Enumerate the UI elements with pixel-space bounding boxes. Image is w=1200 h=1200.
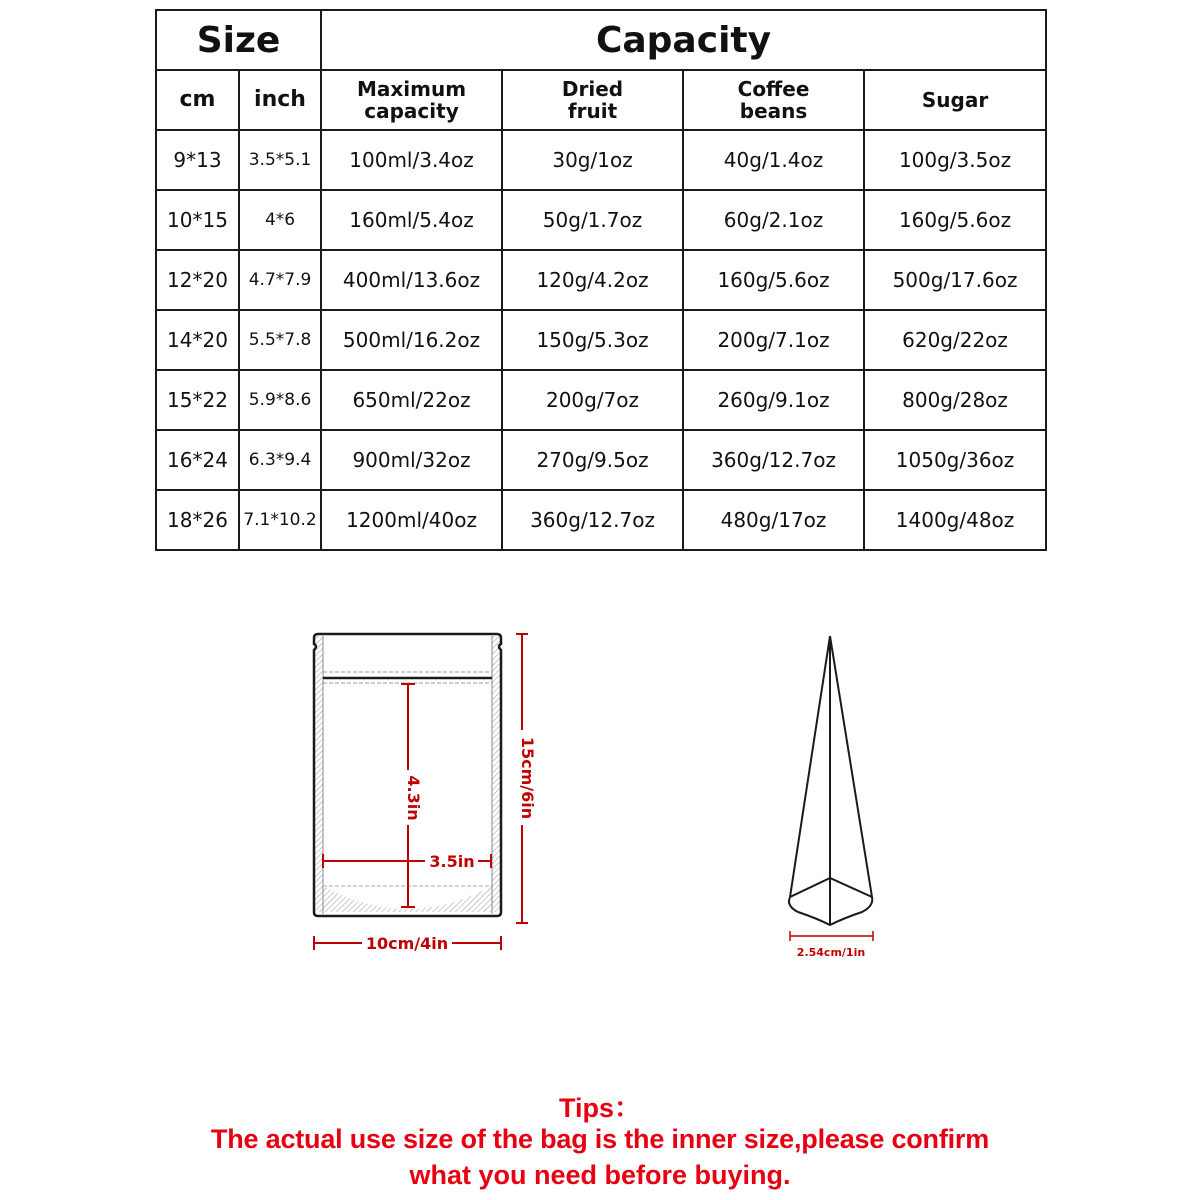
cell-inch: 4*6 — [239, 190, 321, 250]
bag-front-diagram — [300, 620, 550, 960]
table-row — [156, 310, 1046, 370]
cell-coffee-beans: 360g/12.7oz — [683, 430, 864, 490]
cell-coffee-beans: 480g/17oz — [683, 490, 864, 550]
outer-height-label: 15cm/6in — [518, 736, 537, 820]
cell-sugar: 800g/28oz — [864, 370, 1046, 430]
cell-cm: 14*20 — [156, 310, 239, 370]
cell-sugar: 500g/17.6oz — [864, 250, 1046, 310]
cell-max-capacity: 400ml/13.6oz — [321, 250, 502, 310]
cell-dried-fruit: 200g/7oz — [502, 370, 683, 430]
gusset-outline — [789, 636, 872, 925]
table-row — [156, 250, 1046, 310]
table-row — [156, 190, 1046, 250]
tips-line-1: The actual use size of the bag is the inner size,please confirm — [210, 1124, 990, 1154]
cell-cm: 12*20 — [156, 250, 239, 310]
cell-max-capacity: 160ml/5.4oz — [321, 190, 502, 250]
cell-cm: 15*22 — [156, 370, 239, 430]
cell-cm: 16*24 — [156, 430, 239, 490]
cell-sugar: 1050g/36oz — [864, 430, 1046, 490]
gusset-width-dimension — [790, 931, 873, 941]
cell-dried-fruit: 120g/4.2oz — [502, 250, 683, 310]
outer-width-label: 10cm/4in — [365, 934, 449, 953]
cell-sugar: 160g/5.6oz — [864, 190, 1046, 250]
side-seal-left — [315, 636, 323, 912]
table-row — [156, 370, 1046, 430]
inner-width-label: 3.5in — [429, 852, 475, 871]
cell-coffee-beans: 200g/7.1oz — [683, 310, 864, 370]
table-row — [156, 430, 1046, 490]
cell-max-capacity: 100ml/3.4oz — [321, 130, 502, 190]
cell-sugar: 100g/3.5oz — [864, 130, 1046, 190]
side-seal-right — [492, 636, 500, 912]
column-header-coffee-beans: Coffee beans — [683, 70, 864, 130]
size-group-header: Size — [156, 10, 321, 70]
cell-sugar: 1400g/48oz — [864, 490, 1046, 550]
cell-coffee-beans: 60g/2.1oz — [683, 190, 864, 250]
size-capacity-table — [155, 9, 1047, 551]
column-header-sugar: Sugar — [864, 70, 1046, 130]
bag-side-diagram — [770, 620, 900, 960]
tips-line-2: what you need before buying. — [409, 1160, 791, 1190]
column-header-cm: cm — [156, 70, 239, 130]
table-row — [156, 130, 1046, 190]
cell-inch: 5.9*8.6 — [239, 370, 321, 430]
column-header-inch: inch — [239, 70, 321, 130]
gusset-width-label: 2.54cm/1in — [796, 946, 866, 959]
cell-inch: 4.7*7.9 — [239, 250, 321, 310]
cell-dried-fruit: 150g/5.3oz — [502, 310, 683, 370]
table-row — [156, 490, 1046, 550]
cell-cm: 9*13 — [156, 130, 239, 190]
cell-max-capacity: 500ml/16.2oz — [321, 310, 502, 370]
cell-coffee-beans: 40g/1.4oz — [683, 130, 864, 190]
capacity-group-header: Capacity — [321, 10, 1046, 70]
cell-inch: 3.5*5.1 — [239, 130, 321, 190]
cell-inch: 5.5*7.8 — [239, 310, 321, 370]
cell-sugar: 620g/22oz — [864, 310, 1046, 370]
cell-max-capacity: 1200ml/40oz — [321, 490, 502, 550]
column-header-max-capacity: Maximum capacity — [321, 70, 502, 130]
cell-coffee-beans: 160g/5.6oz — [683, 250, 864, 310]
inner-height-label: 4.3in — [404, 775, 423, 821]
cell-dried-fruit: 50g/1.7oz — [502, 190, 683, 250]
tips-title: Tips： — [558, 1093, 641, 1123]
cell-dried-fruit: 360g/12.7oz — [502, 490, 683, 550]
column-header-dried-fruit: Dried fruit — [502, 70, 683, 130]
cell-max-capacity: 900ml/32oz — [321, 430, 502, 490]
cell-dried-fruit: 30g/1oz — [502, 130, 683, 190]
cell-inch: 6.3*9.4 — [239, 430, 321, 490]
cell-cm: 10*15 — [156, 190, 239, 250]
cell-inch: 7.1*10.2 — [239, 490, 321, 550]
cell-cm: 18*26 — [156, 490, 239, 550]
cell-dried-fruit: 270g/9.5oz — [502, 430, 683, 490]
cell-max-capacity: 650ml/22oz — [321, 370, 502, 430]
cell-coffee-beans: 260g/9.1oz — [683, 370, 864, 430]
